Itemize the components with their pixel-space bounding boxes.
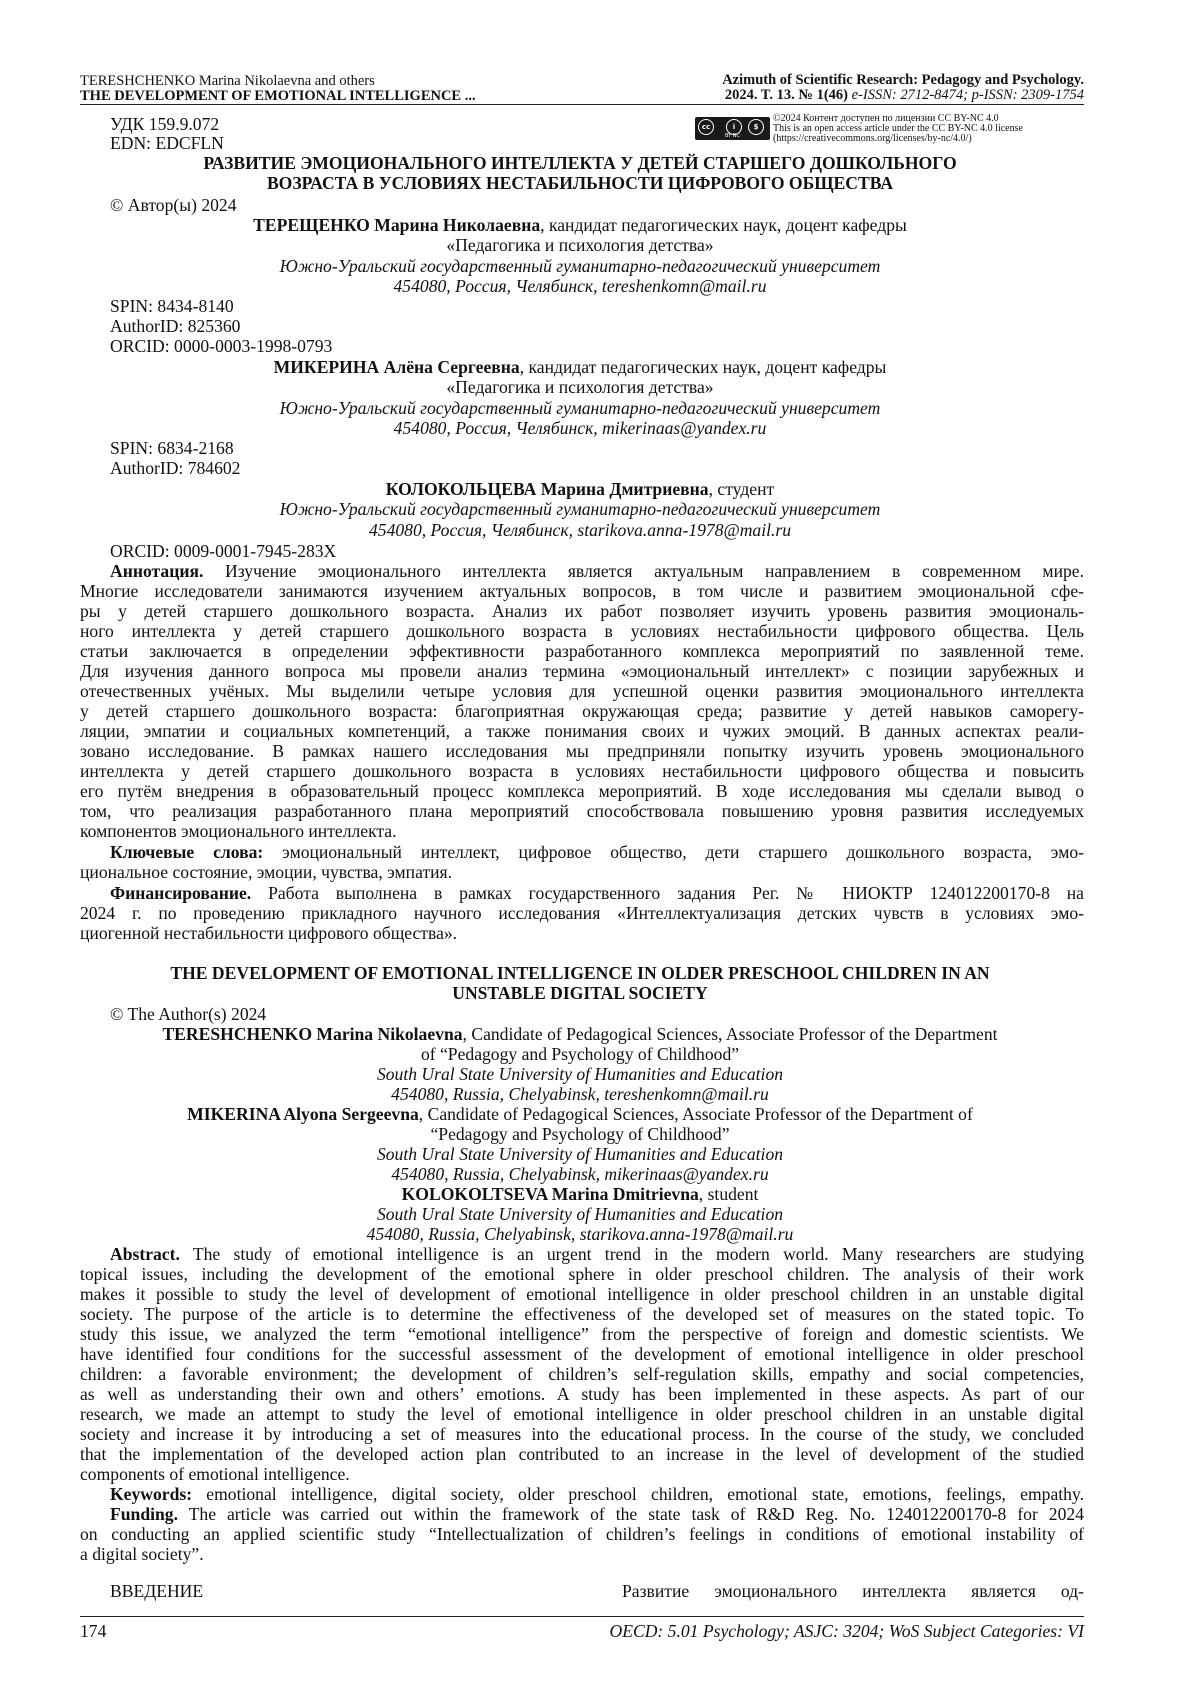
en-author1-university: South Ural State University of Humanities and Education bbox=[376, 1064, 784, 1084]
en-author2-role: , Candidate of Pedagogical Sciences, Associate Professor of the Department of bbox=[418, 1104, 973, 1124]
en-author2-line bbox=[80, 1104, 1080, 1124]
en-funding-line: a digital society”. bbox=[80, 1544, 204, 1564]
ru-author3-orcid: ORCID: 0009-0001-7945-283X bbox=[110, 541, 337, 561]
ru-author1-spin: SPIN: 8434-8140 bbox=[110, 296, 234, 316]
ru-author1-university: Южно-Уральский государственный гуманитарно-педагогический университет bbox=[279, 256, 881, 276]
en-abstract-line bbox=[80, 1244, 1084, 1264]
ru-keywords-label: Ключевые слова: bbox=[110, 842, 264, 862]
ru-funding-text: Работа выполнена в рамках государственного задания Рег. № НИОКТР 124012200170-8 на bbox=[251, 883, 1084, 903]
ru-abstract-label: Аннотация. bbox=[110, 561, 204, 581]
ru-author2-spin: SPIN: 6834-2168 bbox=[110, 438, 234, 458]
ru-abstract-line: ры у детей старшего дошкольного возраста. Анализ их работ позволяет изучить уровень развития эмоциональ- bbox=[80, 601, 1084, 621]
en-author2-university: South Ural State University of Humanities and Education bbox=[376, 1144, 784, 1164]
by-icon: i bbox=[726, 119, 742, 135]
en-author3-address: 454080, Russia, Chelyabinsk, starikova.anna-1978@mail.ru bbox=[366, 1224, 794, 1244]
running-header-left bbox=[80, 74, 476, 104]
ru-funding-line: циогенной нестабильности цифрового общества». bbox=[80, 923, 458, 943]
en-title-line-1: THE DEVELOPMENT OF EMOTIONAL INTELLIGENCE IN OLDER PRESCHOOL CHILDREN IN AN bbox=[170, 963, 990, 983]
ru-author1-line bbox=[80, 215, 1080, 235]
en-abstract-line: study this issue, we analyzed the term “emotional intelligence” from the perspective of foreign and domestic scientists. We bbox=[80, 1324, 1084, 1344]
en-abstract-line: society. The purpose of the article is to determine the effectiveness of the developed set of measures on the stated topic. To bbox=[80, 1304, 1084, 1324]
en-title-line-2: UNSTABLE DIGITAL SOCIETY bbox=[452, 983, 708, 1003]
ru-abstract-line: том, что реализация разработанного плана мероприятий способствовала повышению уровня развития исследуемых bbox=[80, 801, 1084, 821]
ru-abstract-line: зовано исследование. В рамках нашего исследования мы предприняли попытку изучить уровень эмоционального bbox=[80, 741, 1084, 761]
en-author1-line bbox=[80, 1024, 1080, 1044]
ru-abstract-line: Для изучения данного вопроса мы провели анализ термина «эмоциональный интеллект» с позиции зарубежных и bbox=[80, 661, 1084, 681]
running-header-right bbox=[722, 73, 1084, 103]
ru-abstract-text: Изучение эмоционального интеллекта является актуальным направлением в современном мире. bbox=[203, 561, 1084, 581]
issue-line bbox=[722, 88, 1084, 103]
ru-abstract-line bbox=[80, 561, 1084, 581]
header-authors: TERESHCHENKO Marina Nikolaevna and others bbox=[80, 73, 375, 89]
ru-author3-university: Южно-Уральский государственный гуманитарно-педагогический университет bbox=[279, 499, 881, 519]
subject-classification: OECD: 5.01 Psychology; ASJC: 3204; WoS Subject Categories: VI bbox=[609, 1621, 1084, 1641]
nc-icon: $ bbox=[748, 119, 764, 135]
en-author2-dept: “Pedagogy and Psychology of Childhood” bbox=[430, 1124, 730, 1144]
ru-author2-address: 454080, Россия, Челябинск, mikerinaas@yandex.ru bbox=[393, 418, 767, 438]
en-author1-role: , Candidate of Pedagogical Sciences, Associate Professor of the Department bbox=[462, 1024, 998, 1044]
udk-code: УДК 159.9.072 bbox=[110, 114, 220, 134]
ru-abstract-line: ного интеллекта у детей старшего дошкольного возраста в условиях нестабильности цифрового общества. Цель bbox=[80, 621, 1084, 641]
ru-author2-role: , кандидат педагогических наук, доцент кафедры bbox=[519, 357, 887, 377]
en-abstract-line: that the implementation of the developed action plan contributed to an increase in the level of development of the studied bbox=[80, 1444, 1084, 1464]
ru-abstract-line: Многие исследователи занимаются изучением актуальных вопросов, в том числе и развитием эмоциональной сфе- bbox=[80, 581, 1084, 601]
ru-author2-authorid: AuthorID: 784602 bbox=[110, 458, 241, 478]
ru-abstract-line: его путём внедрения в образовательный процесс комплекса мероприятий. В ходе исследования мы сделали вывод о bbox=[80, 781, 1084, 801]
en-keywords-line bbox=[80, 1484, 1084, 1504]
en-author3-university: South Ural State University of Humanities and Education bbox=[376, 1204, 784, 1224]
en-author3-role: , student bbox=[698, 1184, 759, 1204]
en-abstract-line: as well as understanding their own and others’ emotions. A study has been implemented in these aspects. As part of our bbox=[80, 1384, 1084, 1404]
intro-heading: ВВЕДЕНИЕ bbox=[110, 1581, 204, 1601]
journal-name: Azimuth of Scientific Research: Pedagogy and Psychology. bbox=[722, 72, 1084, 88]
license-url[interactable]: (https://creativecommons.org/licenses/by-nc/4.0/) bbox=[773, 133, 972, 144]
ru-funding-label: Финансирование. bbox=[110, 883, 252, 903]
cc-badge-label: BY NC bbox=[725, 133, 741, 139]
ru-author2-line bbox=[80, 357, 1080, 377]
intro-first-line: Развитие эмоционального интеллекта является од- bbox=[622, 1581, 1084, 1601]
edn-code: EDN: EDCFLN bbox=[110, 133, 224, 153]
en-abstract-line: topical issues, including the development of the emotional sphere in older preschool children. The analysis of their work bbox=[80, 1264, 1084, 1284]
en-abstract-line: research, we made an attempt to study the level of emotional intelligence in older preschool children in an unstable digital bbox=[80, 1404, 1084, 1424]
cc-icon: cc bbox=[698, 119, 714, 135]
ru-author1-orcid: ORCID: 0000-0003-1998-0793 bbox=[110, 336, 333, 356]
ru-author3-name: КОЛОКОЛЬЦЕВА Марина Дмитриевна bbox=[385, 479, 709, 499]
ru-abstract-line: ляции, эмпатии и социальных компетенций, а также понимания своих и чужих эмоций. В данных аспектах реали- bbox=[80, 721, 1084, 741]
ru-copyright: © Автор(ы) 2024 bbox=[110, 195, 237, 215]
ru-author1-role: , кандидат педагогических наук, доцент кафедры bbox=[540, 215, 907, 235]
ru-author2-name: МИКЕРИНА Алёна Сергеевна bbox=[273, 357, 520, 377]
en-copyright: © The Author(s) 2024 bbox=[110, 1004, 267, 1024]
en-author3-line bbox=[80, 1184, 1080, 1204]
header-rule bbox=[80, 104, 1084, 105]
ru-abstract-line: отечественных учёных. Мы выделили четыре условия для успешной оценки развития эмоционального интеллекта bbox=[80, 681, 1084, 701]
ru-author2-dept: «Педагогика и психология детства» bbox=[446, 377, 714, 397]
en-keywords-label: Keywords: bbox=[110, 1484, 193, 1504]
ru-title-line-1: РАЗВИТИЕ ЭМОЦИОНАЛЬНОГО ИНТЕЛЛЕКТА У ДЕТЕЙ СТАРШЕГО ДОШКОЛЬНОГО bbox=[203, 153, 957, 173]
license-line-ru: ©2024 Контент доступен по лицензии CC BY-NC 4.0 bbox=[773, 113, 999, 124]
en-funding-text: The article was carried out within the framework of the state task of R&D Reg. No. 124012200170-8 for 2024 bbox=[177, 1504, 1084, 1524]
ru-author3-role: , студент bbox=[708, 479, 775, 499]
ru-keywords-line: циональное состояние, эмоции, чувства, эмпатия. bbox=[80, 862, 453, 882]
ru-author1-address: 454080, Россия, Челябинск, tereshenkomn@mail.ru bbox=[393, 276, 767, 296]
en-funding-line bbox=[80, 1504, 1084, 1524]
ru-author2-university: Южно-Уральский государственный гуманитарно-педагогический университет bbox=[279, 398, 881, 418]
en-funding-line: on conducting an applied scientific study “Intellectualization of children’s feelings in conditions of emotional instability of bbox=[80, 1524, 1084, 1544]
en-abstract-line: makes it possible to study the level of development of emotional intelligence in older preschool children in an unstable digital bbox=[80, 1284, 1084, 1304]
ru-abstract-line: интеллекта у детей старшего дошкольного возраста в условиях нестабильности цифрового общества и повысить bbox=[80, 761, 1084, 781]
en-author3-name: KOLOKOLTSEVA Marina Dmitrievna bbox=[401, 1184, 699, 1204]
header-short-title: THE DEVELOPMENT OF EMOTIONAL INTELLIGENCE ... bbox=[80, 88, 476, 104]
ru-author1-dept: «Педагогика и психология детства» bbox=[446, 235, 714, 255]
en-author2-address: 454080, Russia, Chelyabinsk, mikerinaas@yandex.ru bbox=[391, 1164, 769, 1184]
issn-text: e-ISSN: 2712-8474; p-ISSN: 2309-1754 bbox=[848, 87, 1084, 103]
en-author2-name: MIKERINA Alyona Sergeevna bbox=[187, 1104, 419, 1124]
en-abstract-line: society and increase it by introducing a set of measures into the educational process. In the course of the study, we concluded bbox=[80, 1424, 1084, 1444]
ru-abstract-line: статьи заключается в определении эффективности разработанного комплекса мероприятий по заявленной теме. bbox=[80, 641, 1084, 661]
en-abstract-text: The study of emotional intelligence is an urgent trend in the modern world. Many researchers are studying bbox=[179, 1244, 1084, 1264]
en-keywords-text: emotional intelligence, digital society, older preschool children, emotional state, emotions, feelings, empathy. bbox=[192, 1484, 1084, 1504]
ru-abstract-line: компонентов эмоционального интеллекта. bbox=[80, 821, 397, 841]
en-abstract-line: have identified four conditions for the successful assessment of the development of emotional intelligence in older preschool bbox=[80, 1344, 1084, 1364]
page-number: 174 bbox=[80, 1621, 107, 1641]
en-abstract-line: components of emotional intelligence. bbox=[80, 1464, 350, 1484]
en-author1-name: TERESHCHENKO Marina Nikolaevna bbox=[162, 1024, 463, 1044]
license-line-en: This is an open access article under the CC BY-NC 4.0 license bbox=[773, 123, 1023, 134]
en-author1-address: 454080, Russia, Chelyabinsk, tereshenkomn@mail.ru bbox=[391, 1084, 769, 1104]
en-funding-label: Funding. bbox=[110, 1504, 178, 1524]
issue-number: 2024. T. 13. № 1(46) bbox=[724, 87, 848, 103]
ru-keywords-line bbox=[80, 842, 1084, 862]
en-abstract-label: Abstract. bbox=[110, 1244, 180, 1264]
ru-funding-line bbox=[80, 883, 1084, 903]
ru-author3-address: 454080, Россия, Челябинск, starikova.anna-1978@mail.ru bbox=[368, 520, 792, 540]
ru-funding-line: 2024 г. по проведению прикладного научного исследования «Интеллектуализация детских чувств в условиях эмо- bbox=[80, 903, 1084, 923]
ru-author3-line bbox=[80, 479, 1080, 499]
ru-keywords-text: эмоциональный интеллект, цифровое общество, дети старшего дошкольного возраста, эмо- bbox=[263, 842, 1084, 862]
en-author1-dept: of “Pedagogy and Psychology of Childhood” bbox=[420, 1044, 740, 1064]
ru-author1-name: ТЕРЕЩЕНКО Марина Николаевна bbox=[253, 215, 541, 235]
ru-title-line-2: ВОЗРАСТА В УСЛОВИЯХ НЕСТАБИЛЬНОСТИ ЦИФРОВОГО ОБЩЕСТВА bbox=[266, 173, 894, 193]
footer-rule bbox=[80, 1616, 1084, 1617]
ru-author1-authorid: AuthorID: 825360 bbox=[110, 316, 241, 336]
en-abstract-line: children: a favorable environment; the development of children’s self-regulation skills, empathy and social competencies, bbox=[80, 1364, 1084, 1384]
ru-abstract-line: у детей старшего дошкольного возраста: благоприятная окружающая среда; развитие у детей навыков саморегу- bbox=[80, 701, 1084, 721]
